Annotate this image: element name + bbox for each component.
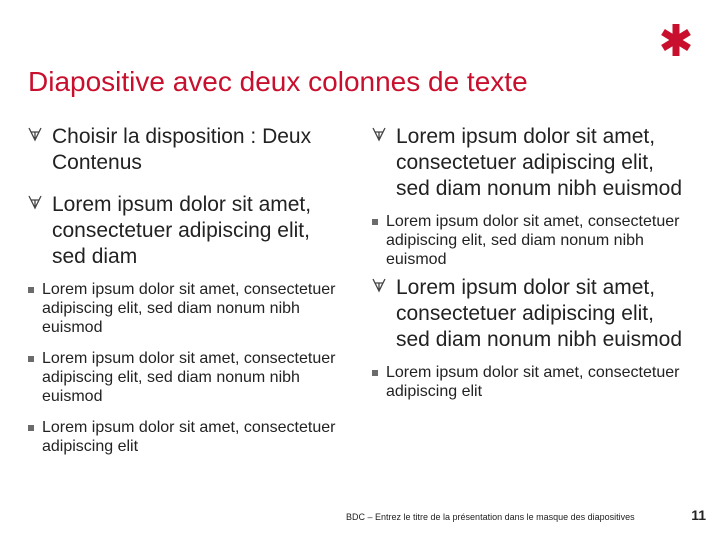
left-column xyxy=(28,124,346,462)
bullet-level2 xyxy=(28,280,346,337)
square-bullet-icon xyxy=(372,370,378,376)
slide-title: Diapositive avec deux colonnes de texte xyxy=(28,66,528,97)
sub-bullet-list xyxy=(372,212,690,269)
sub-bullet-list xyxy=(28,280,346,456)
page-number: 11 xyxy=(691,507,706,523)
bullet-level2-text: Lorem ipsum dolor sit amet, consectetuer adipiscing elit, sed diam nonum nibh euismod xyxy=(386,213,680,268)
bullet-level1 xyxy=(28,192,346,270)
bullet-level1 xyxy=(28,124,346,176)
bullet-level2 xyxy=(28,349,346,406)
square-bullet-icon xyxy=(28,287,34,293)
asterisk-logo-icon xyxy=(660,22,692,58)
square-bullet-icon xyxy=(372,219,378,225)
bullet-level2 xyxy=(372,212,690,269)
bullet-level2 xyxy=(372,363,690,401)
bullet-level2-text: Lorem ipsum dolor sit amet, consectetuer adipiscing elit xyxy=(42,419,336,455)
square-bullet-icon xyxy=(28,425,34,431)
bullet-level2-text: Lorem ipsum dolor sit amet, consectetuer adipiscing elit, sed diam nonum nibh euismod xyxy=(42,281,336,336)
footer-text: BDC – Entrez le titre de la présentation dans le masque des diapositives xyxy=(346,512,635,522)
checkmark-arrow-icon xyxy=(28,126,42,142)
bullet-level2-text: Lorem ipsum dolor sit amet, consectetuer adipiscing elit xyxy=(386,364,680,400)
bullet-level1-text: Lorem ipsum dolor sit amet, consectetuer adipiscing elit, sed diam nonum nibh euismod xyxy=(396,125,683,200)
bullet-level1-text: Lorem ipsum dolor sit amet, consectetuer adipiscing elit, sed diam nonum nibh euismod xyxy=(396,276,683,351)
bullet-level1-text: Choisir la disposition : Deux Contenus xyxy=(52,125,312,174)
checkmark-arrow-icon xyxy=(372,126,386,142)
sub-bullet-list xyxy=(372,363,690,401)
bullet-level2-text: Lorem ipsum dolor sit amet, consectetuer adipiscing elit, sed diam nonum nibh euismod xyxy=(42,350,336,405)
checkmark-arrow-icon xyxy=(28,194,42,210)
right-column xyxy=(372,124,690,407)
bullet-level2 xyxy=(28,418,346,456)
square-bullet-icon xyxy=(28,356,34,362)
bullet-level1 xyxy=(372,124,690,202)
bullet-level1-text: Lorem ipsum dolor sit amet, consectetuer adipiscing elit, sed diam xyxy=(52,193,312,268)
bullet-level1 xyxy=(372,275,690,353)
checkmark-arrow-icon xyxy=(372,277,386,293)
